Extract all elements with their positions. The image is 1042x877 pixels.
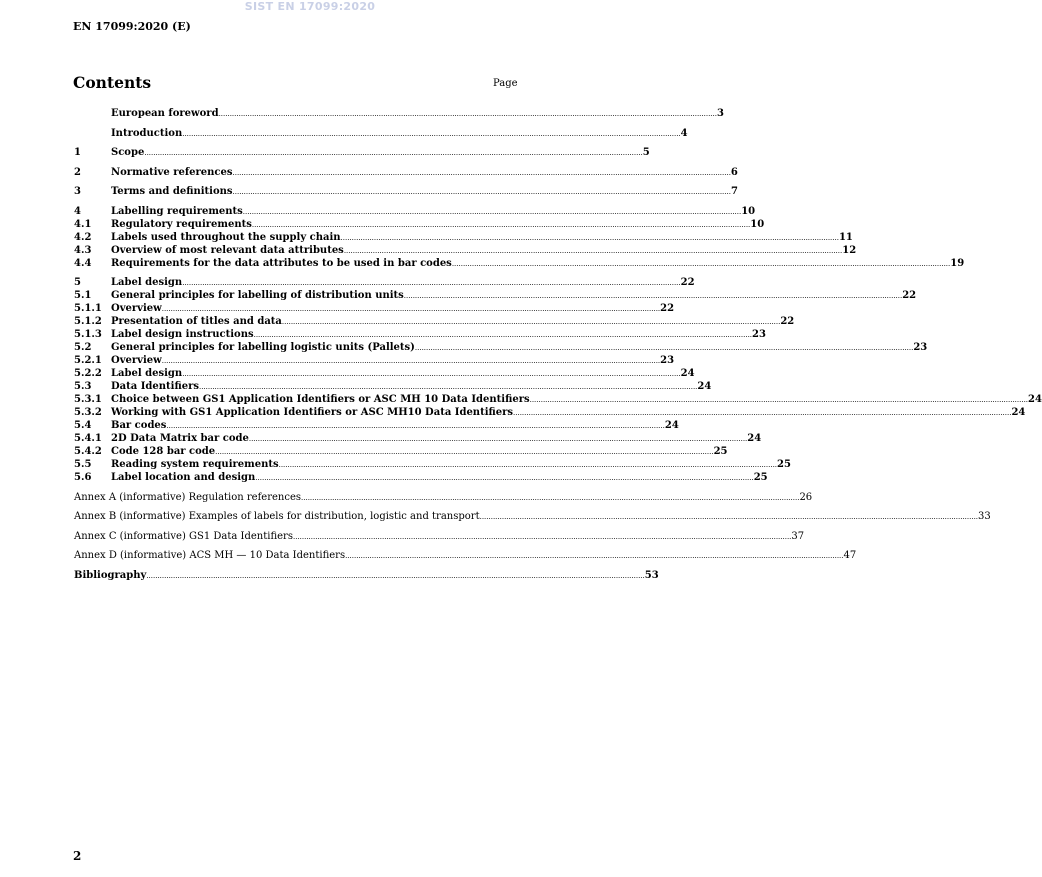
toc-entry-number: 5.4.1 [74,433,102,444]
toc-entry-page: 5 [642,147,650,158]
dot-leader [279,458,777,471]
toc-entry-number: 2 [74,166,81,178]
toc-entry-title: Terms and definitions [111,186,233,197]
toc-entry[interactable] [74,569,659,582]
dot-leader [182,276,680,289]
toc-entry-page: 53 [644,569,659,581]
toc-entry-title: Scope [111,147,145,158]
toc-entry-number: 5.4.2 [74,446,102,457]
toc-entry[interactable] [74,276,695,289]
toc-entry-page: 24 [664,420,679,431]
dot-leader [344,244,842,257]
toc-entry-title: General principles for labelling logistic units (Pallets) [111,342,415,353]
dot-leader [345,549,843,562]
toc-entry-number: 4.2 [74,231,92,243]
toc-entry-title: Label design [111,277,183,288]
toc-entry-number: 5.4 [74,420,92,431]
toc-entry-title: Bar codes [111,420,167,431]
toc-entry-title: General principles for labelling of distribution units [111,290,404,301]
toc-entry-title: 2D Data Matrix bar code [111,433,249,444]
toc-entry-title: Annex A (informative) Regulation references [74,491,302,503]
dot-leader [233,166,731,179]
toc-entry-title: Data Identifiers [111,381,199,392]
toc-entry[interactable] [74,530,805,543]
toc-entry-title: Annex D (informative) ACS MH — 10 Data Identifiers [74,550,346,561]
toc-entry-page: 26 [799,491,813,503]
toc-entry[interactable] [74,315,795,328]
toc-entry-page: 22 [780,316,795,327]
toc-entry-number: 5.2 [74,342,92,353]
toc-entry[interactable] [74,146,650,159]
toc-entry-number: 5.2.1 [74,355,102,366]
toc-entry-title: Overview of most relevant data attributes [111,244,344,256]
toc-entry-page: 12 [842,244,857,256]
toc-entry[interactable] [74,328,766,341]
toc-entry[interactable] [74,289,917,302]
dot-leader [252,218,750,231]
toc-entry-page: 33 [978,511,991,522]
toc-entry-page: 6 [730,166,738,178]
dot-leader [199,380,697,393]
toc-entry[interactable] [74,471,768,484]
toc-entry-page: 47 [843,550,857,561]
toc-entry-page: 25 [713,446,728,457]
toc-entry[interactable] [74,354,675,367]
toc-entry-number: 4.4 [74,257,92,269]
toc-entry-number: 5.3.1 [74,394,102,405]
toc-entry-title: Annex C (informative) GS1 Data Identifiers [74,530,293,542]
watermark: SIST EN 17099:2020 [244,0,376,13]
toc-entry-title: Introduction [111,127,183,139]
dot-leader [162,302,660,315]
toc-entry-page: 23 [752,329,766,340]
dot-leader [301,491,799,504]
toc-entry-number: 5.3.2 [74,407,102,418]
dot-leader [162,354,660,367]
toc-entry-page: 4 [680,127,688,139]
toc-entry-number: 5.3 [74,381,92,392]
dot-leader [144,146,642,159]
page-number: 2 [73,849,82,863]
toc-entry[interactable] [74,341,928,354]
toc-entry-page: 24 [697,381,712,392]
toc-entry-title: Reading system requirements [111,459,279,470]
toc-entry-title: Working with GS1 Application Identifiers or ASC MH10 Data Identifiers [111,407,514,418]
toc-entry[interactable] [74,205,756,218]
document-identifier: EN 17099:2020 (E) [73,20,191,33]
toc-entry-page: 10 [741,205,756,217]
toc-entry-number: 5.1.1 [74,303,102,314]
dot-leader [415,341,913,354]
toc-entry[interactable] [74,302,675,315]
toc-entry[interactable] [74,406,1026,419]
dot-leader [219,107,717,120]
dot-leader [243,205,741,218]
toc-entry-number: 5.1.3 [74,329,102,340]
toc-entry[interactable] [74,393,1042,406]
toc-entry-page: 22 [902,290,917,301]
toc-entry-page: 3 [716,108,724,119]
toc-entry-page: 23 [913,342,928,353]
toc-entry-page: 7 [730,186,738,197]
toc-entry-number: 5.2.2 [74,368,102,379]
toc-entry-page: 24 [747,433,762,444]
toc-entry[interactable] [74,231,853,244]
toc-entry[interactable] [74,419,679,432]
dot-leader [215,445,713,458]
dot-leader [166,419,664,432]
toc-entry-title: Labelling requirements [111,205,243,217]
toc-entry-page: 25 [753,472,768,483]
toc-entry-page: 25 [777,459,791,470]
dot-leader [341,231,839,244]
table-of-contents [74,107,1042,582]
toc-entry-page: 10 [750,218,765,230]
toc-entry-title: Overview [111,355,162,366]
toc-entry[interactable] [74,244,857,257]
dot-leader [480,510,978,523]
toc-entry[interactable] [74,549,857,562]
dot-leader [282,315,780,328]
toc-entry-title: Choice between GS1 Application Identifiers or ASC MH 10 Data Identifiers [111,394,530,405]
toc-entry-number: 5 [74,277,81,288]
dot-leader [249,432,747,445]
toc-entry-title: Label design instructions [111,329,254,340]
toc-entry-title: Code 128 bar code [111,446,216,457]
dot-leader [404,289,902,302]
dot-leader [513,406,1011,419]
toc-entry-number: 5.5 [74,459,92,470]
toc-entry-page: 22 [660,303,675,314]
toc-entry-title: Annex B (informative) Examples of labels for distribution, logistic and transport [74,511,480,522]
dot-leader [233,185,731,198]
toc-entry-number: 3 [74,186,81,197]
toc-entry-number: 5.1.2 [74,316,102,327]
toc-entry[interactable] [74,166,738,179]
toc-entry[interactable] [74,510,991,523]
toc-entry[interactable] [74,185,738,198]
toc-entry[interactable] [74,491,813,504]
toc-entry-number: 4 [74,205,81,217]
toc-entry-number: 1 [74,147,81,158]
dot-leader [146,569,644,582]
dot-leader [530,393,1028,406]
page-column-label: Page [493,78,518,89]
toc-entry-number: 4.3 [74,244,92,256]
dot-leader [255,471,753,484]
toc-entry-title: Label location and design [111,472,256,483]
dot-leader [293,530,791,543]
toc-entry-page: 24 [1011,407,1026,418]
dot-leader [182,367,680,380]
toc-entry[interactable] [74,458,791,471]
toc-entry-number: 4.1 [74,218,92,230]
toc-entry-page: 11 [838,231,853,243]
toc-entry-page: 24 [680,368,695,379]
toc-entry[interactable] [74,107,724,120]
page-title: Contents [73,73,152,92]
toc-entry[interactable] [74,380,712,393]
toc-entry-title: Normative references [111,166,233,178]
toc-entry[interactable] [74,218,765,231]
toc-entry-page: 19 [950,257,965,269]
toc-entry-page: 24 [1028,394,1042,405]
toc-entry-page: 23 [660,355,675,366]
toc-entry-number: 5.1 [74,290,92,301]
toc-entry[interactable] [74,445,728,458]
toc-entry-title: Requirements for the data attributes to be used in bar codes [111,257,452,269]
toc-entry-title: European foreword [111,108,219,119]
toc-entry-title: Bibliography [74,569,147,581]
toc-entry-page: 37 [791,530,805,542]
dot-leader [254,328,752,341]
toc-entry-title: Overview [111,303,162,314]
toc-entry-title: Label design [111,368,183,379]
toc-entry[interactable] [74,432,762,445]
toc-entry[interactable] [74,127,688,140]
toc-entry-title: Presentation of titles and data [111,316,282,327]
toc-entry-number: 5.6 [74,472,92,483]
toc-entry-title: Regulatory requirements [111,218,252,230]
toc-entry-page: 22 [680,277,695,288]
toc-entry[interactable] [74,367,695,380]
dot-leader [182,127,680,140]
toc-entry[interactable] [74,257,965,270]
toc-entry-title: Labels used throughout the supply chain [111,231,341,243]
dot-leader [452,257,950,270]
